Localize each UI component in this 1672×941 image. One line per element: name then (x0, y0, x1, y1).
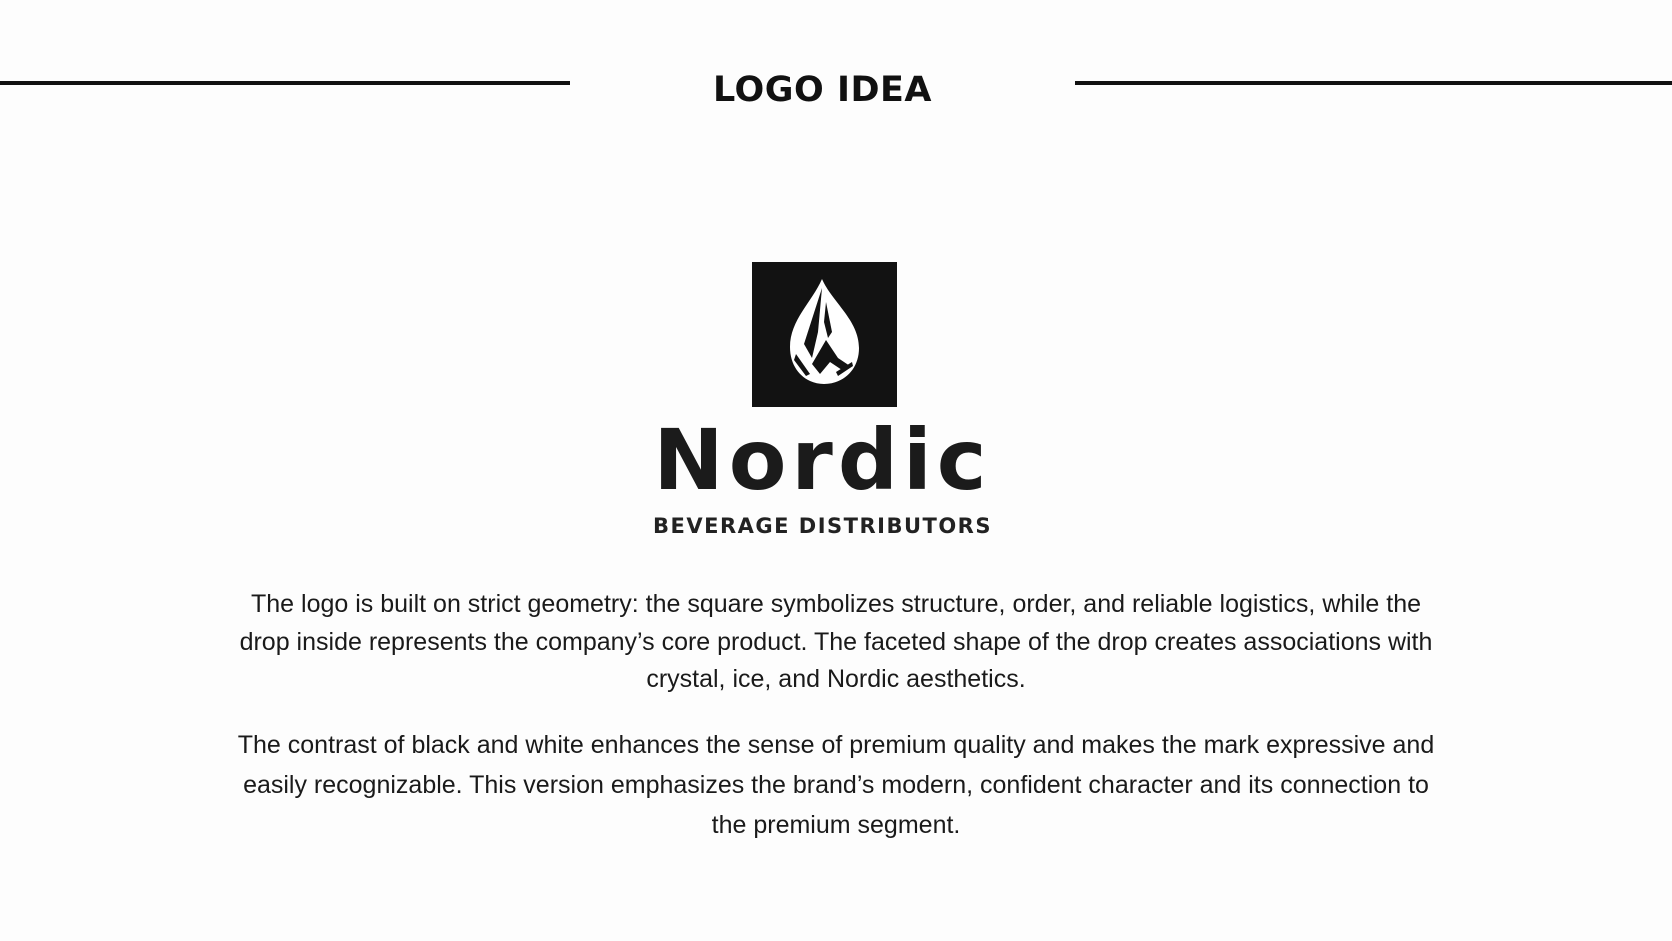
header-rule-right (1075, 81, 1672, 85)
header-rule-left (0, 81, 570, 85)
faceted-drop-icon (752, 262, 897, 407)
description-paragraph-1: The logo is built on strict geometry: the square symbolizes structure, order, and reliable logistics, while the drop inside represents the company’s core product. The faceted shape of the drop creates associations with crystal, ice, and Nordic aesthetics. (239, 590, 1433, 693)
brand-wordmark: Nordic (653, 411, 992, 509)
brand-tagline: BEVERAGE DISTRIBUTORS (653, 514, 992, 538)
page-title: LOGO IDEA (712, 70, 933, 110)
logo-mark (752, 262, 897, 407)
description-paragraph-2: The contrast of black and white enhances the sense of premium quality and makes the mark expressive and easily recognizable. This version emphasizes the brand’s modern, confident character and its connection to the premium segment. (237, 731, 1435, 839)
